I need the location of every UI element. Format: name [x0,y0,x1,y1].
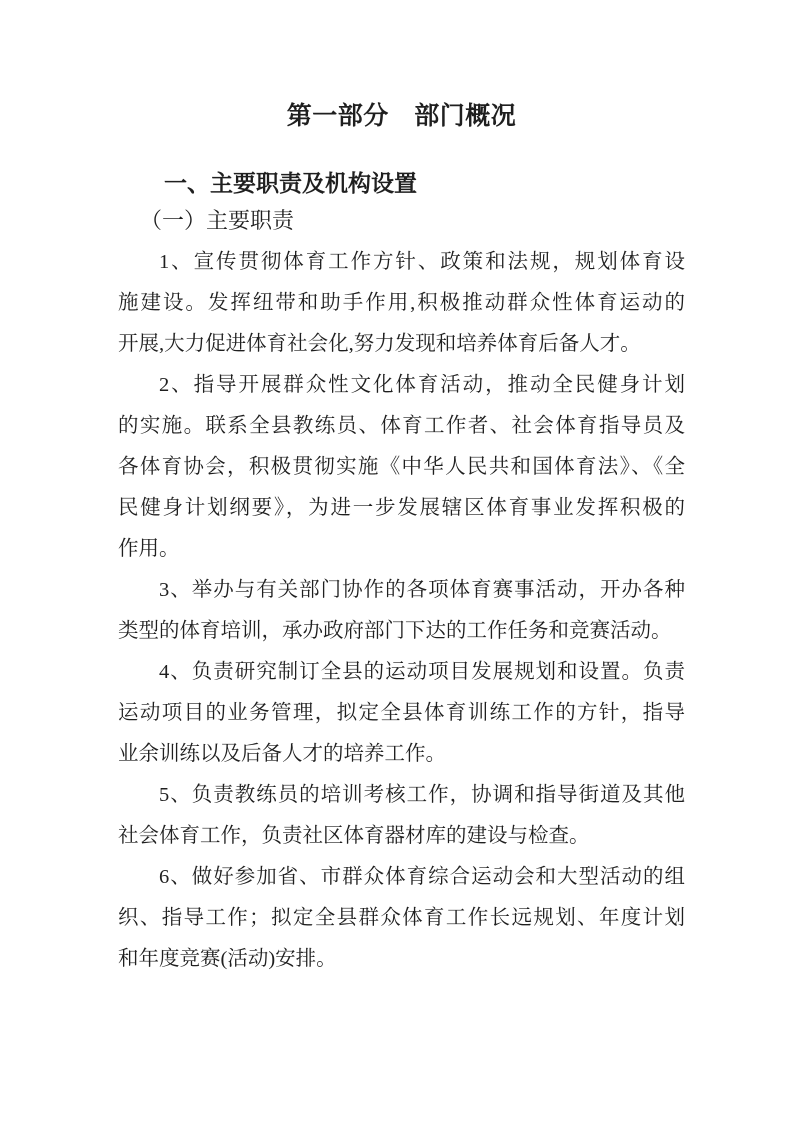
text-line: 4、负责研究制订全县的运动项目发展规划和设置。负责 [159,661,685,683]
text-line: 施建设。发挥纽带和助手作用,积极推动群众性体育运动的 [118,292,685,314]
paragraph-3 [118,570,685,652]
text-line: 织、指导工作；拟定全县群众体育工作长远规划、年度计划 [118,907,685,929]
text-line: 6、做好参加省、市群众体育综合运动会和大型活动的组 [159,866,685,888]
text-line: 业余训练以及后备人才的培养工作。 [118,743,446,765]
text-line: 社会体育工作，负责社区体育器材库的建设与检查。 [118,825,590,847]
text-line: 5、负责教练员的培训考核工作，协调和指导街道及其他 [159,784,685,806]
text-line: 类型的体育培训，承办政府部门下达的工作任务和竞赛活动。 [118,620,672,642]
text-line: 的实施。联系全县教练员、体育工作者、社会体育指导员及 [118,415,685,437]
paragraph-5 [118,775,685,857]
body-paragraphs [118,242,685,980]
page-content [118,97,685,980]
paragraph-4 [118,652,685,775]
text-line: 作用。 [118,538,180,560]
text-line: 和年度竞赛(活动)安排。 [118,948,337,970]
text-line: 3、举办与有关部门协作的各项体育赛事活动，开办各种 [159,579,685,601]
text-line: 1、宣传贯彻体育工作方针、政策和法规，规划体育设 [159,251,685,273]
text-line: 各体育协会，积极贯彻实施《中华人民共和国体育法》、《全 [118,456,685,478]
paragraph-6 [118,857,685,980]
subsection-heading: （一）主要职责 [140,208,295,233]
text-line: 民健身计划纲要》，为进一步发展辖区体育事业发挥积极的 [118,497,685,519]
text-line: 运动项目的业务管理，拟定全县体育训练工作的方针，指导 [118,702,685,724]
paragraph-1 [118,242,685,365]
text-line: 开展,大力促进体育社会化,努力发现和培养体育后备人才。 [118,333,641,355]
paragraph-2 [118,365,685,570]
section-heading: 一、主要职责及机构设置 [164,171,417,196]
text-line: 2、指导开展群众性文化体育活动，推动全民健身计划 [159,374,685,396]
page-title: 第一部分 部门概况 [286,103,517,130]
